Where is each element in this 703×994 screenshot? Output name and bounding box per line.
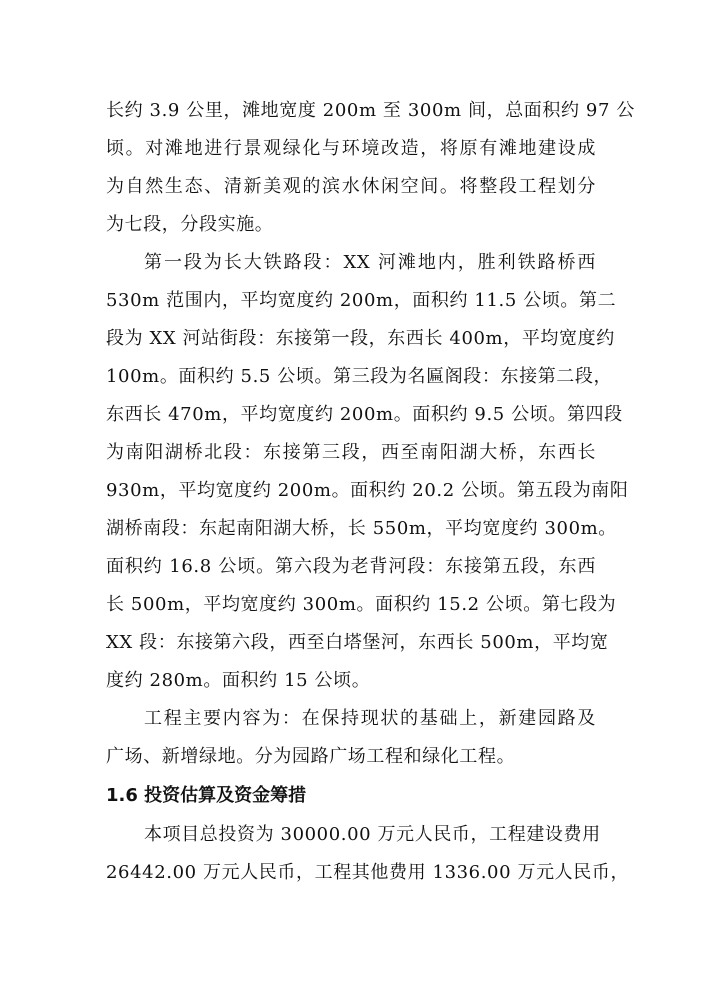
paragraph-section-breakdown <box>106 244 629 700</box>
paragraph-investment <box>106 816 630 892</box>
text-line: 段为 XX 河站街段：东接第一段，东西长 400m，平均宽度约 <box>106 328 615 349</box>
text-line: 湖桥南段：东起南阳湖大桥，长 550m，平均宽度约 300m。 <box>106 518 617 539</box>
text-line: 第一段为长大铁路段：XX 河滩地内，胜利铁路桥西 <box>144 252 596 273</box>
text-line: 面积约 16.8 公顷。第六段为老背河段：东接第五段，东西 <box>106 556 596 577</box>
document-body <box>106 92 635 892</box>
paragraph-lake-shore-overview <box>106 92 635 244</box>
text-line: 度约 280m。面积约 15 公顷。 <box>106 670 371 691</box>
text-line: 东西长 470m，平均宽度约 200m。面积约 9.5 公顷。第四段 <box>106 404 623 425</box>
text-line: 26442.00 万元人民币，工程其他费用 1336.00 万元人民币， <box>106 862 630 883</box>
text-line: 100m。面积约 5.5 公顷。第三段为名匾阁段：东接第二段， <box>106 366 613 387</box>
text-line: 顷。对滩地进行景观绿化与环境改造，将原有滩地建设成 <box>106 138 596 159</box>
text-line: 530m 范围内，平均宽度约 200m，面积约 11.5 公顷。第二 <box>106 290 617 311</box>
text-line: 930m，平均宽度约 200m。面积约 20.2 公顷。第五段为南阳 <box>106 480 629 501</box>
text-line: 广场、新增绿地。分为园路广场工程和绿化工程。 <box>106 746 516 767</box>
text-line: 为七段，分段实施。 <box>106 214 274 235</box>
text-line: 为自然生态、清新美观的滨水休闲空间。将整段工程划分 <box>106 176 596 197</box>
text-line: 本项目总投资为 30000.00 万元人民币，工程建设费用 <box>144 824 601 845</box>
paragraph-main-works <box>106 700 596 776</box>
text-line: 为南阳湖桥北段：东接第三段，西至南阳湖大桥，东西长 <box>106 442 596 463</box>
text-line: 工程主要内容为：在保持现状的基础上，新建园路及 <box>144 708 596 729</box>
text-line: XX 段：东接第六段，西至白塔堡河，东西长 500m，平均宽 <box>106 632 609 653</box>
text-line: 长约 3.9 公里，滩地宽度 200m 至 300m 间，总面积约 97 公 <box>106 100 635 121</box>
text-line: 长 500m，平均宽度约 300m。面积约 15.2 公顷。第七段为 <box>106 594 617 615</box>
section-heading: 1.6 投资估算及资金筹措 <box>106 785 307 806</box>
